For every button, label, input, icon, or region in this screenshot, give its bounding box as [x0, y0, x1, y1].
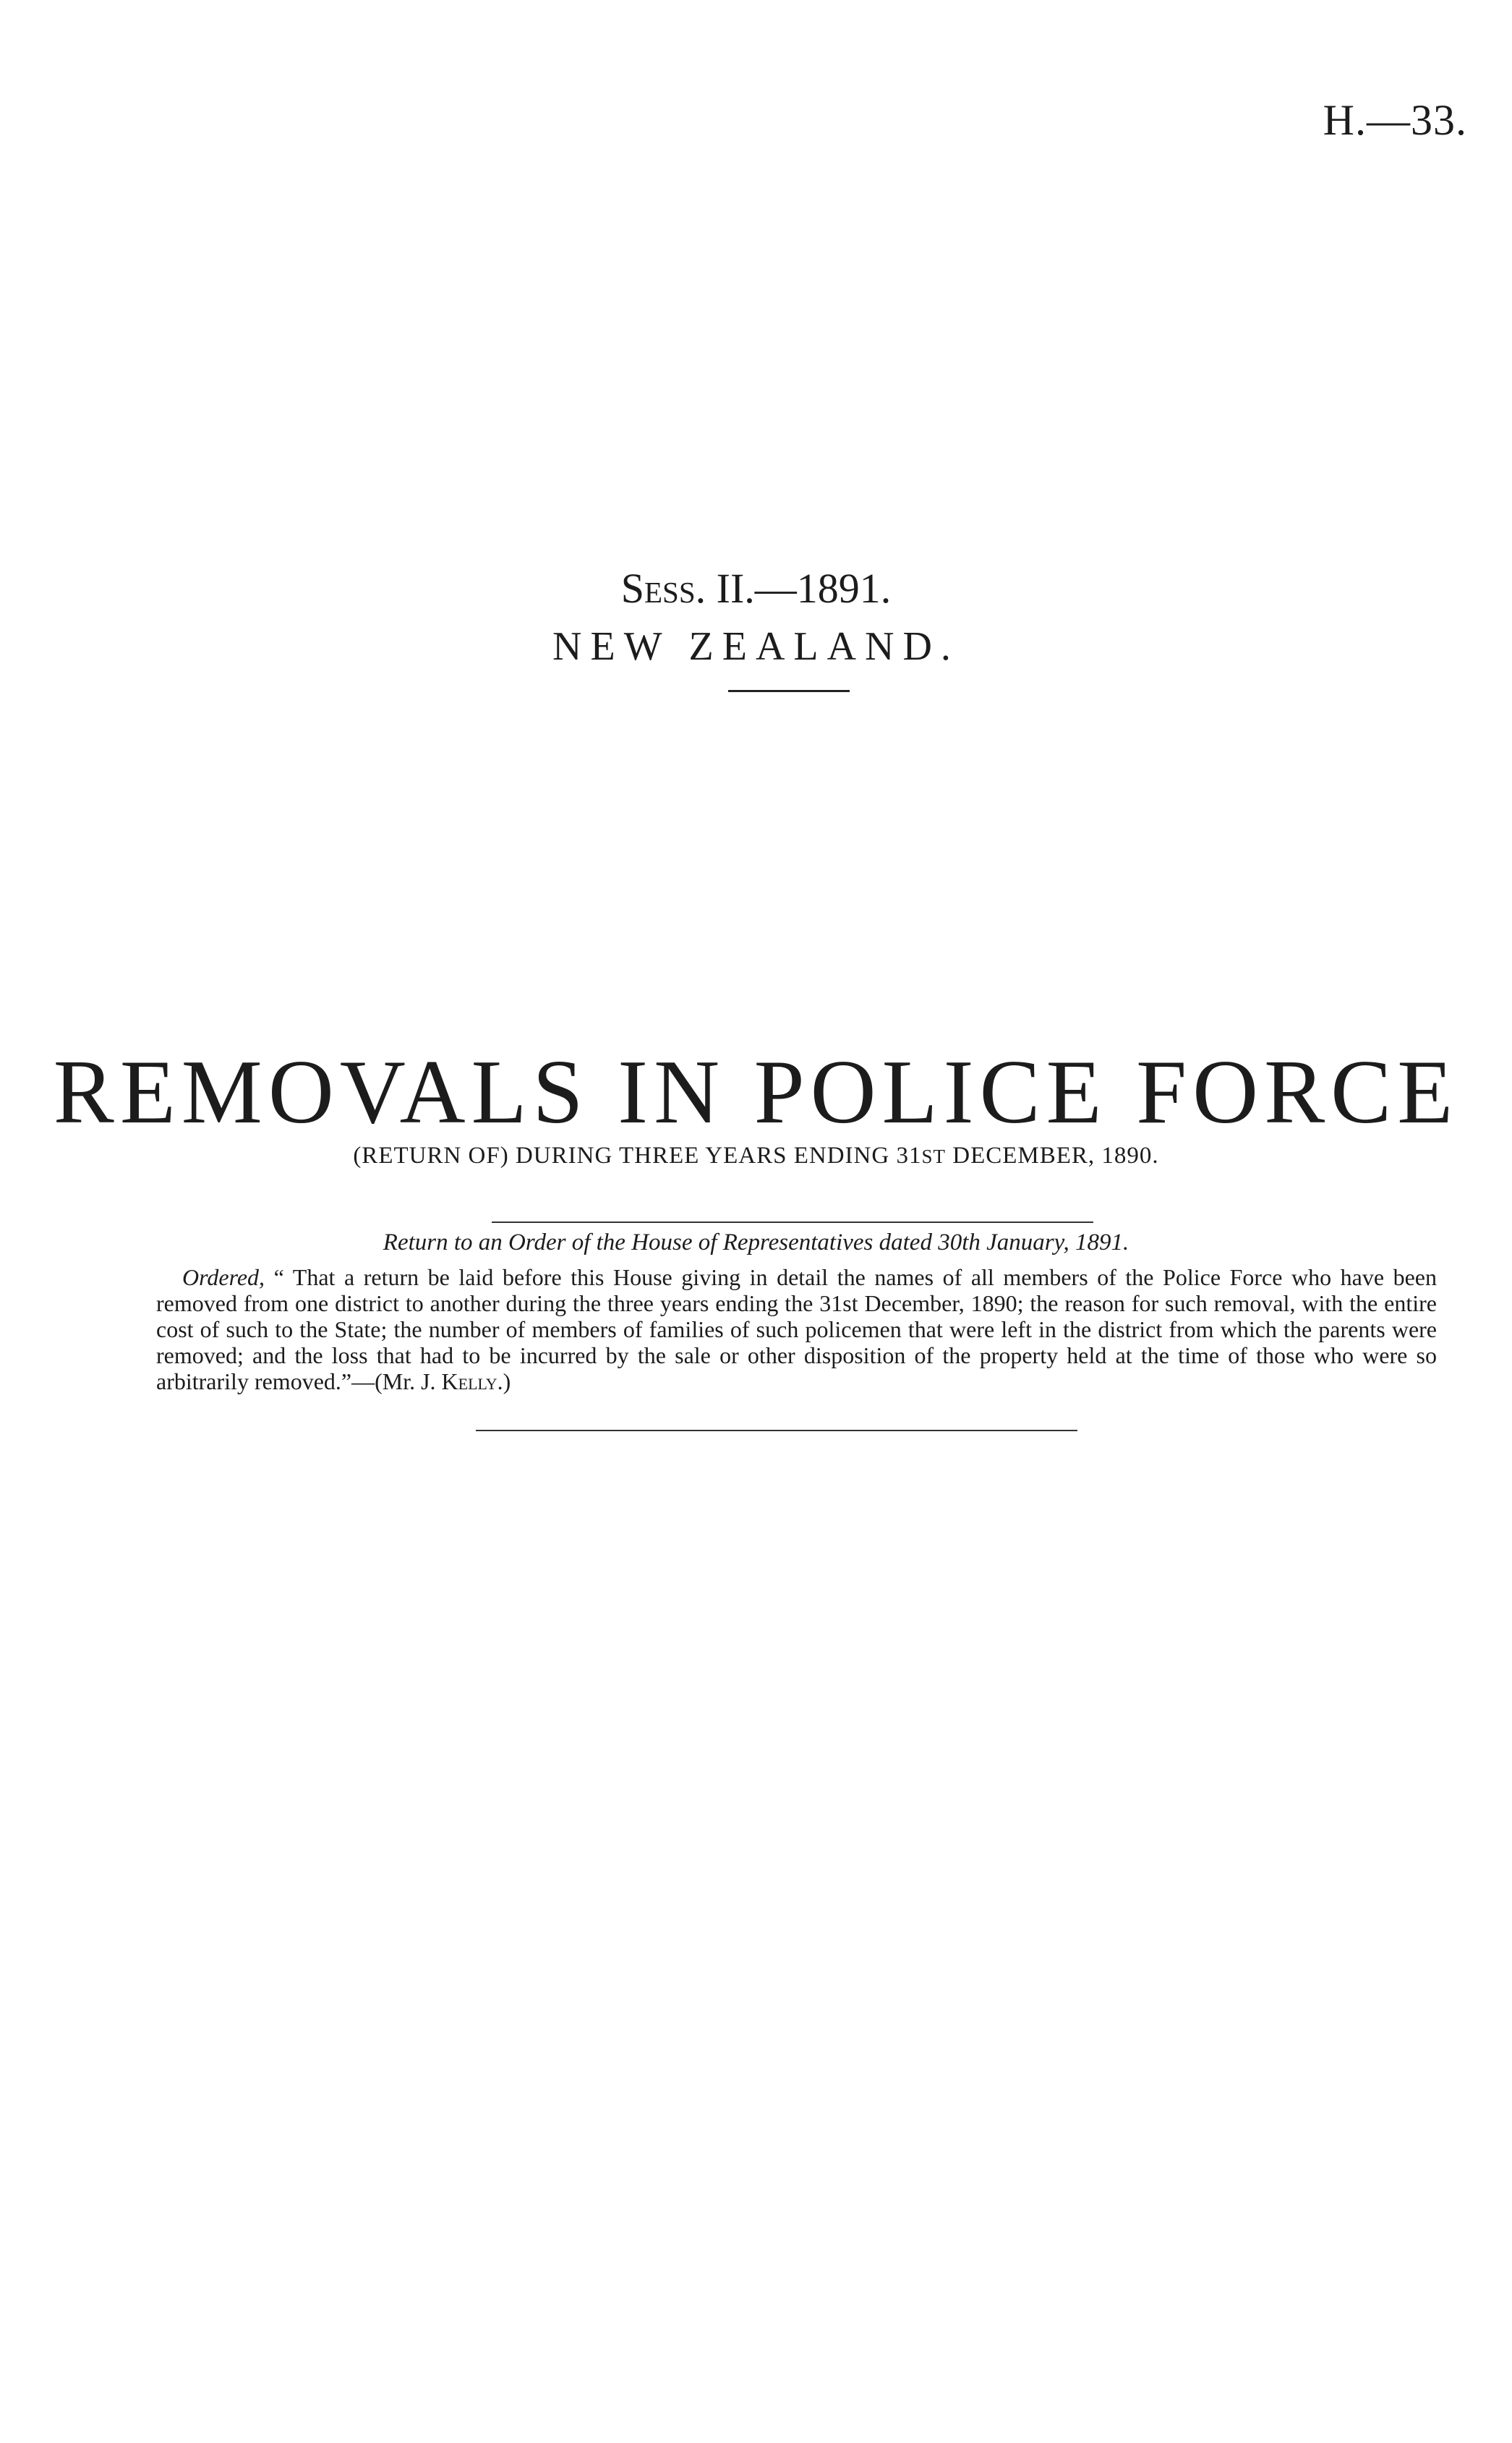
subtitle-start: (RETURN OF) DURING THREE YEARS ENDING 31: [353, 1143, 922, 1169]
ordered-label: Ordered,: [182, 1264, 265, 1290]
document-title: REMOVALS IN POLICE FORCE: [53, 1042, 1459, 1143]
document-subtitle: [0, 1143, 1512, 1169]
page-reference: H.—33.: [1323, 96, 1467, 144]
return-order-line: Return to an Order of the House of Representatives dated 30th January, 1891.: [383, 1229, 1129, 1255]
mover-surname: Kelly.: [441, 1368, 503, 1394]
order-closing: ): [503, 1368, 511, 1394]
divider-rule-upper: [492, 1222, 1093, 1223]
ordered-text: “ That a return be laid before this House giving in detail the names of all members of the Police Force who have been removed from one district to another during the three years ending the 31st December, 1890; the reason for such removal, with the entire cost of such to the State; the number of members of families of such policemen that were left in the district from which the parents were removed; and the loss that had to be incurred by the sale or other disposition of the property held at the time of those who were so arbitrarily removed.”—(Mr. J.: [156, 1264, 1437, 1394]
divider-rule-lower: [476, 1430, 1077, 1431]
order-paragraph: [156, 1264, 1437, 1394]
divider-rule: [728, 690, 850, 692]
subtitle-end: DECEMBER, 1890.: [945, 1143, 1159, 1169]
country-heading: NEW ZEALAND.: [552, 624, 960, 669]
subtitle-ordinal-suffix: ST: [921, 1146, 946, 1167]
session-heading: Sess. II.—1891.: [620, 565, 892, 612]
